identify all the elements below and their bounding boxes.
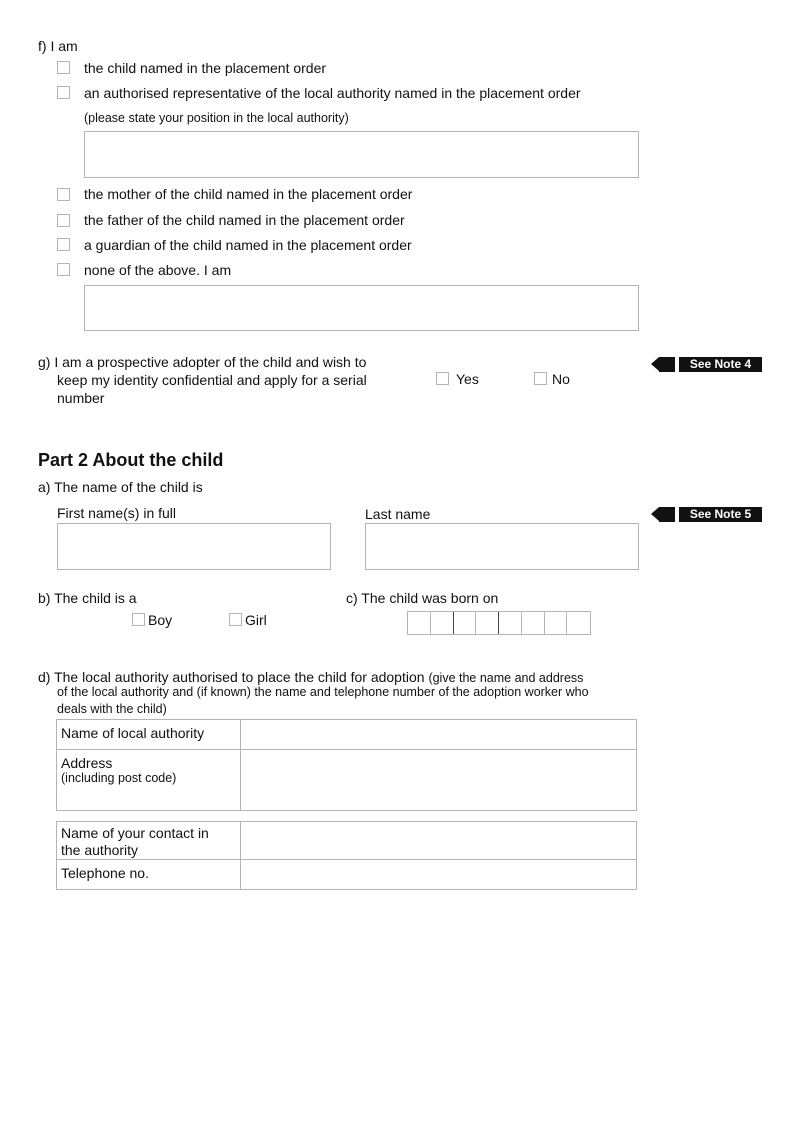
dob-month-2[interactable] <box>476 612 499 634</box>
checkbox-yes[interactable] <box>436 372 449 385</box>
part2-heading: Part 2 About the child <box>38 450 224 470</box>
checkbox-no[interactable] <box>534 372 547 385</box>
part2-b-label: b) The child is a <box>38 590 137 606</box>
address-input[interactable] <box>241 750 637 811</box>
part2-a-label: a) The name of the child is <box>38 479 203 495</box>
last-name-input[interactable] <box>365 523 639 570</box>
checkbox-girl[interactable] <box>229 613 242 626</box>
first-name-label: First name(s) in full <box>57 505 177 521</box>
local-authority-name-input[interactable] <box>241 720 637 750</box>
local-authority-name-label: Name of local authority <box>57 720 241 750</box>
contact-label-cell <box>57 822 241 860</box>
option-authorised-rep-label: an authorised representative of the local authority named in the placement order <box>84 85 581 101</box>
checkbox-none[interactable] <box>57 263 70 276</box>
checkbox-guardian[interactable] <box>57 238 70 251</box>
section-f-question: f) I am <box>38 38 78 54</box>
contact-name-input[interactable] <box>241 822 637 860</box>
option-mother-label: the mother of the child named in the placement order <box>84 186 413 202</box>
dob-year-1[interactable] <box>499 612 522 634</box>
option-father-label: the father of the child named in the placement order <box>84 212 405 228</box>
contact-label-2: the authority <box>61 842 139 858</box>
contact-label-1: Name of your contact in <box>61 825 209 841</box>
telephone-input[interactable] <box>241 860 637 890</box>
dob-year-4[interactable] <box>567 612 590 634</box>
see-note-5 <box>651 507 762 522</box>
section-g-line3: number <box>57 390 105 406</box>
checkbox-boy[interactable] <box>132 613 145 626</box>
option-child-label: the child named in the placement order <box>84 60 327 76</box>
dob-input[interactable] <box>407 611 591 635</box>
part2-d-label-main: d) The local authority authorised to place the child for adoption <box>38 669 425 685</box>
first-name-input[interactable] <box>57 523 331 570</box>
part2-d-label-line2: of the local authority and (if known) the name and telephone number of the adoption worker who <box>57 685 589 699</box>
contact-table <box>56 821 637 890</box>
checkbox-authorised-rep[interactable] <box>57 86 70 99</box>
dob-day-1[interactable] <box>408 612 431 634</box>
last-name-label: Last name <box>365 506 431 522</box>
dob-year-3[interactable] <box>545 612 568 634</box>
note-arrow-icon <box>651 507 659 521</box>
section-g-line2: keep my identity confidential and apply for a serial <box>57 372 367 388</box>
none-input[interactable] <box>84 285 639 331</box>
checkbox-father[interactable] <box>57 214 70 227</box>
section-g-line1: g) I am a prospective adopter of the child and wish to <box>38 354 367 370</box>
dob-year-2[interactable] <box>522 612 545 634</box>
address-sub-label: (including post code) <box>61 771 177 785</box>
no-label: No <box>552 371 570 387</box>
dob-month-1[interactable] <box>454 612 477 634</box>
part2-c-label: c) The child was born on <box>346 590 499 606</box>
dob-day-2[interactable] <box>431 612 454 634</box>
part2-d-label <box>38 669 583 685</box>
address-label: Address <box>61 755 113 771</box>
checkbox-child[interactable] <box>57 61 70 74</box>
part2-d-label-paren: (give the name and address <box>428 671 584 685</box>
option-guardian-label: a guardian of the child named in the placement order <box>84 237 412 253</box>
option-none-label: none of the above. I am <box>84 262 232 278</box>
checkbox-mother[interactable] <box>57 188 70 201</box>
local-authority-table <box>56 719 637 811</box>
see-note-4-label: See Note 4 <box>679 357 762 372</box>
telephone-label: Telephone no. <box>57 860 241 890</box>
boy-label: Boy <box>148 612 173 628</box>
yes-label: Yes <box>456 371 479 387</box>
see-note-5-label: See Note 5 <box>679 507 762 522</box>
position-input[interactable] <box>84 131 639 178</box>
girl-label: Girl <box>245 612 267 628</box>
address-label-cell <box>57 750 241 811</box>
see-note-4 <box>651 357 762 372</box>
part2-d-label-line3: deals with the child) <box>57 702 167 716</box>
note-arrow-icon <box>651 357 659 371</box>
position-note: (please state your position in the local authority) <box>84 111 349 125</box>
